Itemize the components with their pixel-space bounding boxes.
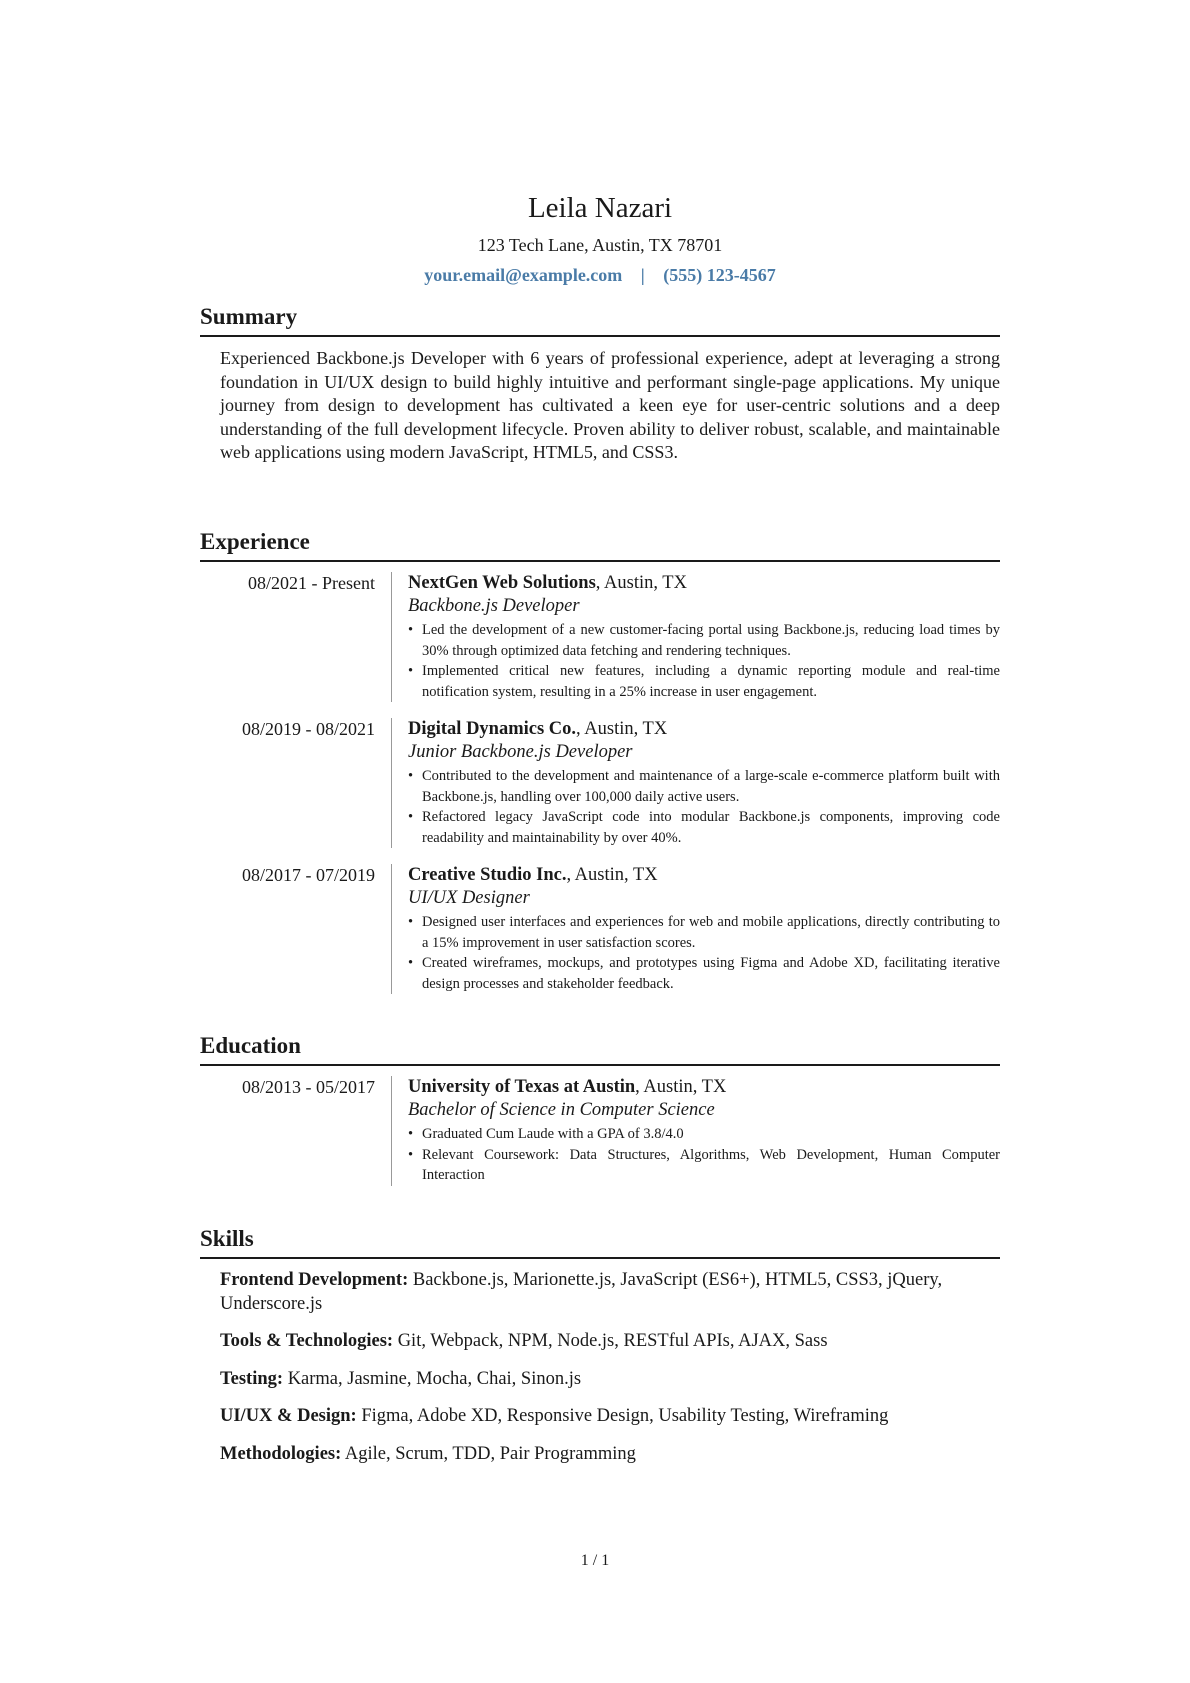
section-title-education: Education <box>200 1032 1000 1066</box>
education-detail-item: • Relevant Coursework: Data Structures, Algorithms, Web Development, Human Computer Interaction <box>408 1145 1000 1186</box>
achievement-item: • Refactored legacy JavaScript code into modular Backbone.js components, improving code readability and maintainability by over 40%. <box>408 807 1000 848</box>
school-location: , Austin, TX <box>635 1077 727 1097</box>
skill-category: Testing: <box>220 1368 284 1389</box>
contact-separator: | <box>640 265 645 285</box>
entry-divider <box>391 572 392 702</box>
education-details <box>408 1124 1000 1186</box>
summary-section <box>200 303 1000 465</box>
company-name: Digital Dynamics Co. <box>408 719 577 739</box>
entry-organization <box>408 1076 1000 1099</box>
entry-divider <box>391 1076 392 1186</box>
skill-category: UI/UX & Design: <box>220 1406 357 1426</box>
experience-entry <box>200 718 1000 848</box>
skill-values: Backbone.js, Marionette.js, JavaScript (ES6+), HTML5, CSS3, jQuery, Underscore.js <box>220 1270 943 1314</box>
skill-values: Agile, Scrum, TDD, Pair Programming <box>341 1443 636 1464</box>
experience-section <box>200 528 1000 994</box>
entry-date: 08/2017 - 07/2019 <box>242 865 375 885</box>
resume-header <box>200 0 1000 286</box>
achievement-item: • Designed user interfaces and experiences for web and mobile applications, directly contributing to a 15% improvement in user satisfaction scores. <box>408 912 1000 953</box>
skill-values: Figma, Adobe XD, Responsive Design, Usability Testing, Wireframing <box>356 1406 889 1426</box>
address: 123 Tech Lane, Austin, TX 78701 <box>477 235 723 255</box>
company-name: Creative Studio Inc. <box>408 865 567 885</box>
skills-section <box>200 1225 1000 1480</box>
skill-row <box>220 1368 1000 1392</box>
entry-body <box>408 718 1000 848</box>
achievement-list <box>408 912 1000 994</box>
education-entry <box>200 1076 1000 1186</box>
skill-row <box>220 1405 1000 1429</box>
entry-body <box>408 572 1000 702</box>
skill-values: Karma, Jasmine, Mocha, Chai, Sinon.js <box>283 1368 582 1389</box>
achievement-item: • Led the development of a new customer-facing portal using Backbone.js, reducing load times by 30% through optimized data fetching and rendering techniques. <box>408 620 1000 661</box>
entry-divider <box>391 864 392 994</box>
job-title: UI/UX Designer <box>408 888 530 908</box>
skill-values: Git, Webpack, NPM, Node.js, RESTful APIs, AJAX, Sass <box>393 1331 828 1351</box>
company-location: , Austin, TX <box>595 573 687 593</box>
company-location: , Austin, TX <box>566 865 658 885</box>
section-title-experience: Experience <box>200 528 1000 562</box>
entry-date: 08/2021 - Present <box>248 573 375 593</box>
section-title-summary: Summary <box>200 303 1000 337</box>
skill-row <box>220 1330 1000 1354</box>
company-location: , Austin, TX <box>576 719 668 739</box>
entry-organization <box>408 864 1000 887</box>
phone-link[interactable]: (555) 123-4567 <box>663 265 776 285</box>
job-title: Junior Backbone.js Developer <box>408 742 633 762</box>
job-title: Backbone.js Developer <box>408 596 580 616</box>
page-number: 1 / 1 <box>580 1552 610 1569</box>
experience-entry <box>200 864 1000 994</box>
education-detail-item: • Graduated Cum Laude with a GPA of 3.8/4.0 <box>408 1124 1000 1145</box>
experience-entry <box>200 572 1000 702</box>
achievement-list <box>408 766 1000 848</box>
education-section <box>200 1032 1000 1186</box>
entry-date: 08/2019 - 08/2021 <box>242 719 375 739</box>
email-link[interactable]: your.email@example.com <box>424 265 623 285</box>
candidate-name: Leila Nazari <box>527 192 673 224</box>
degree: Bachelor of Science in Computer Science <box>408 1100 715 1120</box>
section-title-skills: Skills <box>200 1225 1000 1259</box>
resume-page <box>200 0 1000 1464</box>
school-name: University of Texas at Austin <box>408 1077 636 1097</box>
skill-category: Tools & Technologies: <box>220 1331 394 1351</box>
skill-category: Frontend Development: <box>220 1270 409 1290</box>
entry-date: 08/2013 - 05/2017 <box>242 1077 375 1097</box>
achievement-list <box>408 620 1000 702</box>
company-name: NextGen Web Solutions <box>408 573 596 593</box>
entry-body <box>408 1076 1000 1186</box>
contact-line <box>200 264 1000 286</box>
skill-row <box>220 1443 1000 1467</box>
skill-category: Methodologies: <box>220 1443 342 1464</box>
skill-row <box>220 1269 1000 1316</box>
achievement-item: • Created wireframes, mockups, and prototypes using Figma and Adobe XD, facilitating iterative design processes and stakeholder feedback. <box>408 953 1000 994</box>
summary-text: Experienced Backbone.js Developer with 6 years of professional experience, adept at leveraging a strong foundation in UI/UX design to build highly intuitive and performant single-page applications. My unique journey from design to development has cultivated a keen eye for user-centric solutions and a deep understanding of the full development lifecycle. Proven ability to deliver robust, scalable, and maintainable web applications using modern JavaScript, HTML5, and CSS3. <box>220 348 1000 462</box>
entry-organization <box>408 718 1000 741</box>
entry-body <box>408 864 1000 994</box>
entry-organization <box>408 572 1000 595</box>
achievement-item: • Contributed to the development and maintenance of a large-scale e-commerce platform built with Backbone.js, handling over 100,000 daily active users. <box>408 766 1000 807</box>
achievement-item: • Implemented critical new features, including a dynamic reporting module and real-time notification system, resulting in a 25% increase in user engagement. <box>408 661 1000 702</box>
entry-divider <box>391 718 392 848</box>
